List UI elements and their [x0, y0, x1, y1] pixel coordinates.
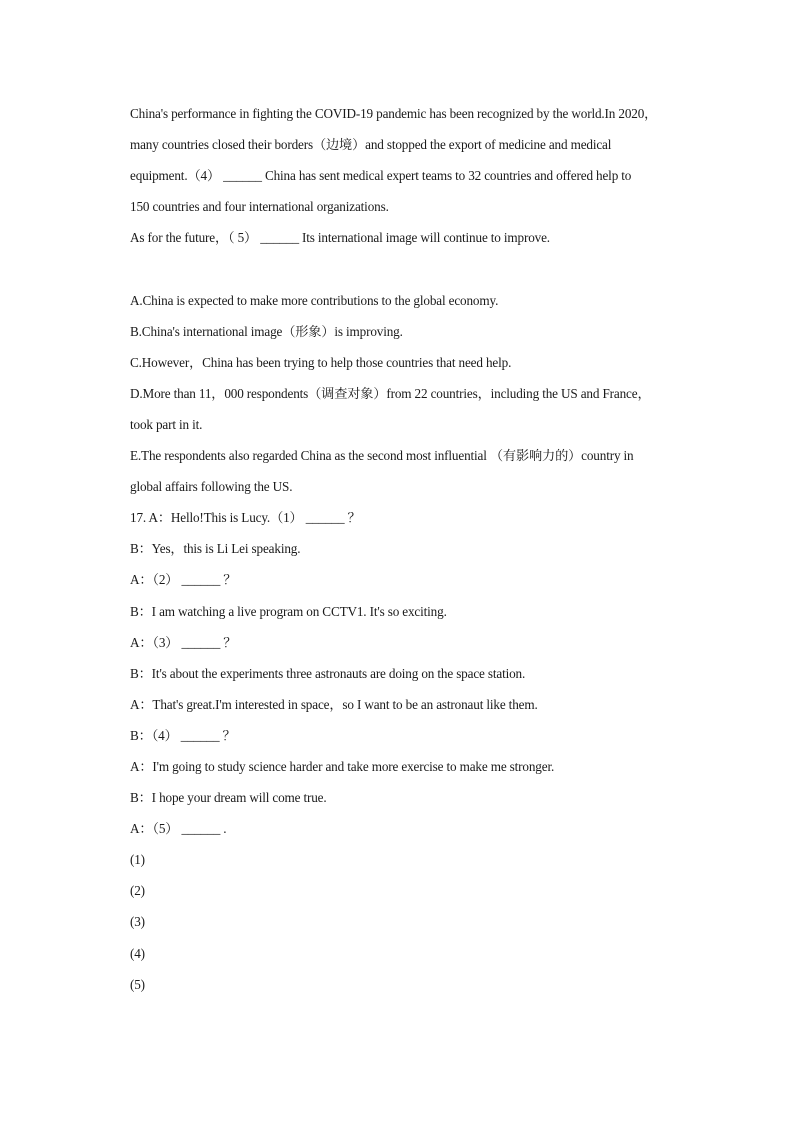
option-e-continued: global affairs following the US. [130, 479, 293, 495]
answer-slot-1: (1) [130, 852, 145, 868]
option-b: B.China's international image（形象）is improving. [130, 323, 403, 339]
dialogue-line: B：I am watching a live program on CCTV1. It's so exciting. [130, 603, 447, 619]
dialogue-line: 17. A：Hello!This is Lucy.（1） ______ ？ [130, 510, 361, 526]
dialogue-line: B：I hope your dream will come true. [130, 790, 327, 806]
passage-line: China's performance in fighting the COVID-19 pandemic has been recognized by the world.In 2020， [130, 106, 658, 121]
dialogue-line: A：（3） ______ ？ [130, 634, 237, 650]
dialogue-line: B：（4） ______ ？ [130, 727, 236, 743]
dialogue-line: A：That's great.I'm interested in space，so I want to be an astronaut like them. [130, 696, 538, 712]
passage-line: many countries closed their borders（边境）and stopped the export of medicine and medical [130, 137, 612, 153]
answer-slot-4: (4) [130, 945, 145, 961]
option-a: A.China is expected to make more contributions to the global economy. [130, 292, 499, 308]
reading-passage [130, 98, 710, 253]
option-e: E.The respondents also regarded China as the second most influential （有影响力的）country in [130, 448, 634, 464]
section-spacer [130, 253, 710, 284]
passage-line: 150 countries and four international organizations. [130, 199, 389, 215]
answer-slot-3: (3) [130, 914, 145, 930]
document-page [130, 98, 710, 1000]
dialogue-line: B：It's about the experiments three astronauts are doing on the space station. [130, 665, 526, 681]
option-d: D.More than 11，000 respondents（调查对象）from 22 countries，including the US and France， [130, 385, 651, 401]
answer-slot-2: (2) [130, 883, 145, 899]
dialogue-line: A：I'm going to study science harder and take more exercise to make me stronger. [130, 758, 555, 774]
dialogue-question-17 [130, 502, 710, 844]
option-c: C.However，China has been trying to help those countries that need help. [130, 354, 512, 370]
passage-line: As for the future，（ 5） ______ Its international image will continue to improve. [130, 230, 550, 246]
dialogue-line: A：（2） ______ ？ [130, 572, 237, 588]
answer-options [130, 285, 710, 503]
dialogue-line: A：（5） ______ . [130, 821, 227, 837]
passage-line: equipment.（4） ______ China has sent medical expert teams to 32 countries and offered help to [130, 168, 632, 184]
dialogue-line: B：Yes，this is Li Lei speaking. [130, 541, 301, 557]
answer-slot-5: (5) [130, 976, 145, 992]
answer-slots [130, 844, 710, 999]
option-d-continued: took part in it. [130, 416, 203, 432]
